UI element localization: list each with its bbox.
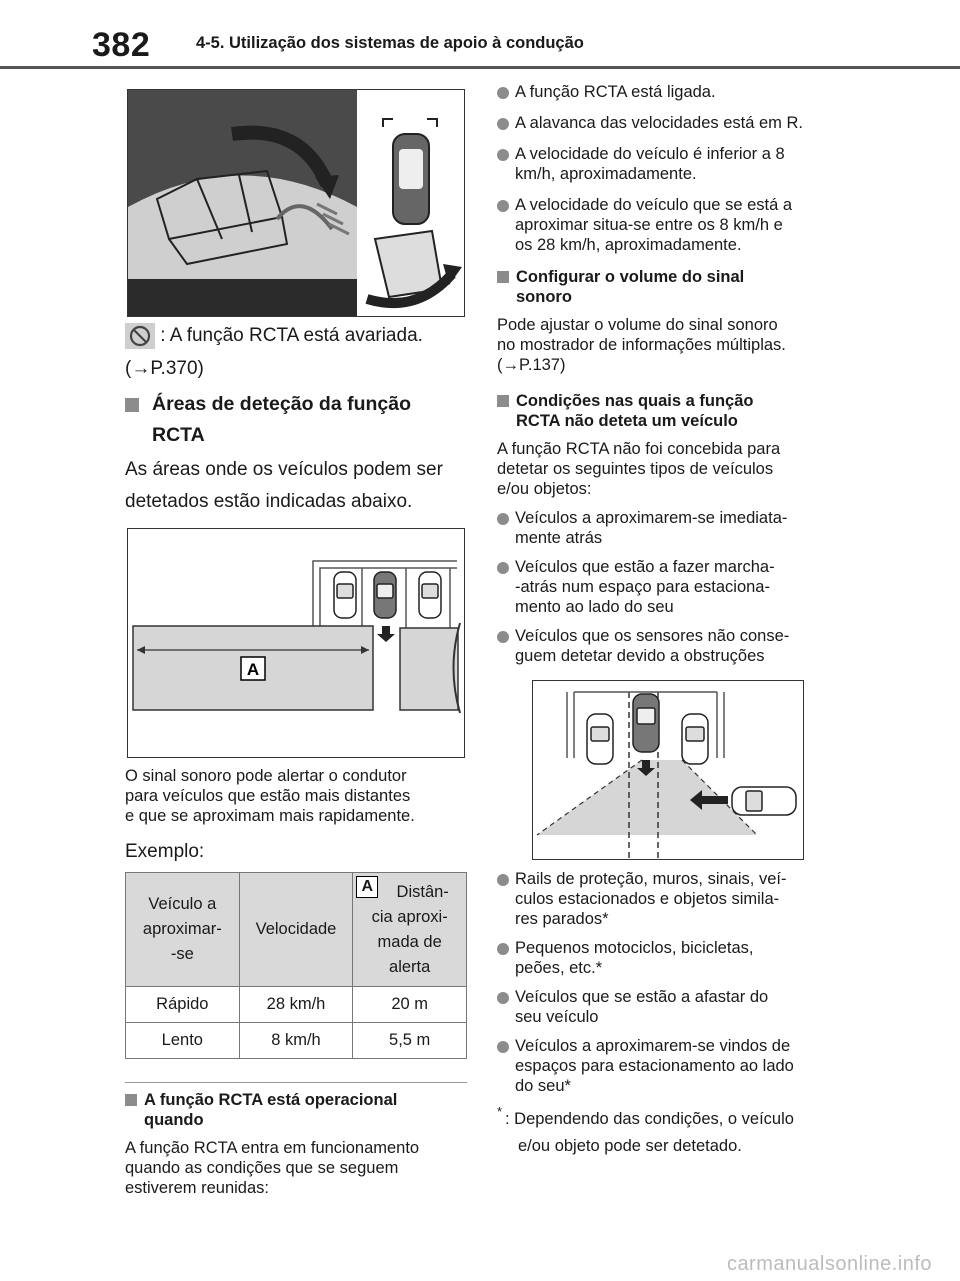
fault-reference[interactable]: (→P.370) [125, 358, 204, 379]
text-line: Rails de proteção, muros, sinais, veí- [515, 870, 787, 888]
bullet-icon [497, 200, 509, 212]
footnote-mark: * [497, 1104, 503, 1119]
text-line: mente atrás [515, 529, 603, 547]
heading-line: RCTA não deteta um veículo [516, 412, 738, 430]
header-rule [0, 66, 960, 69]
table-header-row [126, 873, 467, 987]
heading-line: Áreas de deteção da função [152, 393, 412, 415]
heading-line: A função RCTA está operacional [144, 1091, 398, 1109]
fault-line [125, 321, 465, 351]
text-line: A função RCTA está ligada. [515, 83, 716, 101]
own-car-icon [374, 572, 396, 618]
list-item [497, 113, 842, 133]
obstruction-diagram [532, 680, 804, 860]
text-line: Veículos que os sensores não conse- [515, 627, 790, 645]
text-line: -atrás num espaço para estaciona- [515, 578, 770, 596]
header-line: alerta [389, 957, 431, 976]
text-line: peões, etc.* [515, 959, 603, 977]
watermark: carmanualsonline.info [726, 1253, 932, 1275]
header-cell-vehicle [126, 873, 240, 987]
bullet-icon [497, 562, 509, 574]
header-line: Veículo a [148, 895, 217, 913]
example-label: Exemplo: [125, 841, 205, 862]
text-line: : Dependendo das condições, o veículo [505, 1110, 794, 1128]
bullet-icon [497, 631, 509, 643]
text-line: detetar os seguintes tipos de veículos [497, 460, 774, 478]
text-line: seu veículo [515, 1008, 599, 1026]
text-line: A função RCTA não foi concebida para [497, 440, 781, 458]
text-line: As áreas onde os veículos podem ser [125, 459, 443, 480]
table-row [126, 987, 467, 1023]
detection-area-diagram [127, 528, 465, 758]
text-line: A alavanca das velocidades está em R. [515, 114, 804, 132]
text-line: guem detetar devido a obstruções [515, 647, 765, 665]
list-item [497, 557, 842, 617]
label-a-badge: A [356, 876, 378, 898]
square-bullet-icon [497, 271, 509, 283]
text-line: Veículos a aproximarem-se imediata- [515, 509, 788, 527]
signal-paragraph [125, 766, 465, 867]
section-divider [125, 1082, 467, 1083]
header-line: -se [170, 945, 194, 963]
header-line: mada de [377, 932, 442, 951]
text-line: quando as condições que se seguem [125, 1159, 399, 1177]
parked-car-icon [334, 572, 356, 618]
list-item [497, 987, 842, 1027]
heading-line: sonoro [516, 288, 572, 306]
text-line: culos estacionados e objetos simila- [515, 890, 780, 908]
rcta-fault-icon [125, 323, 155, 349]
heading-line: Condições nas quais a função [516, 392, 754, 410]
text-line: O sinal sonoro pode alertar o condutor [125, 767, 407, 785]
bullet-icon [497, 874, 509, 886]
footnote [497, 1106, 842, 1160]
bullet-icon [497, 1041, 509, 1053]
diagram-label-a: A [246, 660, 260, 679]
square-bullet-icon [125, 398, 139, 412]
bullet-icon [497, 149, 509, 161]
text-line: no mostrador de informações múltiplas. [497, 336, 786, 354]
volume-paragraph [497, 315, 842, 375]
areas-heading [125, 389, 465, 451]
list-item [497, 508, 842, 548]
heading-line: quando [144, 1111, 204, 1129]
table-cell: 20 m [353, 987, 467, 1023]
nodetect-heading [497, 391, 842, 431]
header-cell-speed: Velocidade [239, 873, 353, 987]
text-line: e/ou objetos: [497, 480, 592, 498]
areas-paragraph [125, 455, 465, 517]
header-cell-distance [353, 873, 467, 987]
bullet-icon [497, 992, 509, 1004]
square-bullet-icon [125, 1094, 137, 1106]
bullet-icon [497, 118, 509, 130]
operational-heading [125, 1090, 465, 1130]
text-line: mento ao lado do seu [515, 598, 674, 616]
list-item [497, 82, 842, 102]
heading-line: RCTA [152, 424, 205, 446]
operational-paragraph [125, 1138, 465, 1198]
conditions-list [497, 82, 842, 255]
bullet-icon [497, 943, 509, 955]
section-title: 4-5. Utilização dos sistemas de apoio à condução [196, 34, 584, 52]
table-row [126, 1023, 467, 1059]
bullet-icon [497, 87, 509, 99]
text-line: Pequenos motociclos, bicicletas, [515, 939, 754, 957]
heading-line: Configurar o volume do sinal [516, 268, 745, 286]
text-line: do seu* [515, 1077, 571, 1095]
list-item [497, 144, 842, 184]
text-line: para veículos que estão mais distantes [125, 787, 411, 805]
list-item [497, 938, 842, 978]
text-line: e/ou objeto pode ser detetado. [518, 1137, 742, 1155]
table-cell: Rápido [126, 987, 240, 1023]
text-line: estiverem reunidas: [125, 1179, 269, 1197]
parked-car-icon [419, 572, 441, 618]
text-line: km/h, aproximadamente. [515, 165, 697, 183]
fault-text: : A função RCTA está avariada. [155, 325, 423, 346]
text-line: Veículos que se estão a afastar do [515, 988, 769, 1006]
table-cell: 28 km/h [239, 987, 353, 1023]
text-line: res parados* [515, 910, 609, 928]
page-header [0, 0, 960, 70]
text-line: os 28 km/h, aproximadamente. [515, 236, 742, 254]
text-line: Veículos que estão a fazer marcha- [515, 558, 775, 576]
text-line: A função RCTA entra em funcionamento [125, 1139, 420, 1157]
example-table [125, 872, 467, 1059]
text-line: e que se aproximam mais rapidamente. [125, 807, 415, 825]
text-line: aproximar situa-se entre os 8 km/h e [515, 216, 783, 234]
list-item [497, 195, 842, 255]
table-cell: 8 km/h [239, 1023, 353, 1059]
square-bullet-icon [497, 395, 509, 407]
text-line: A velocidade do veículo é inferior a 8 [515, 145, 785, 163]
list-item [497, 626, 842, 666]
page-number: 382 [92, 26, 151, 64]
text-line: detetados estão indicadas abaixo. [125, 491, 413, 512]
text-line: espaços para estacionamento ao lado [515, 1057, 794, 1075]
header-line: aproximar- [142, 920, 222, 938]
header-line: Distân- [396, 882, 449, 901]
table-cell: Lento [126, 1023, 240, 1059]
header-line: cia aproxi- [371, 907, 448, 926]
table-cell: 5,5 m [353, 1023, 467, 1059]
nodetect-paragraph [497, 439, 842, 499]
text-line: A velocidade do veículo que se está a [515, 196, 793, 214]
volume-reference[interactable]: (→P.137) [497, 356, 566, 374]
list-item [497, 1036, 842, 1096]
volume-heading [497, 267, 842, 307]
rear-view-illustration [127, 89, 465, 317]
bullet-icon [497, 513, 509, 525]
text-line: Veículos a aproximarem-se vindos de [515, 1037, 791, 1055]
text-line: Pode ajustar o volume do sinal sonoro [497, 316, 778, 334]
list-item [497, 869, 842, 929]
